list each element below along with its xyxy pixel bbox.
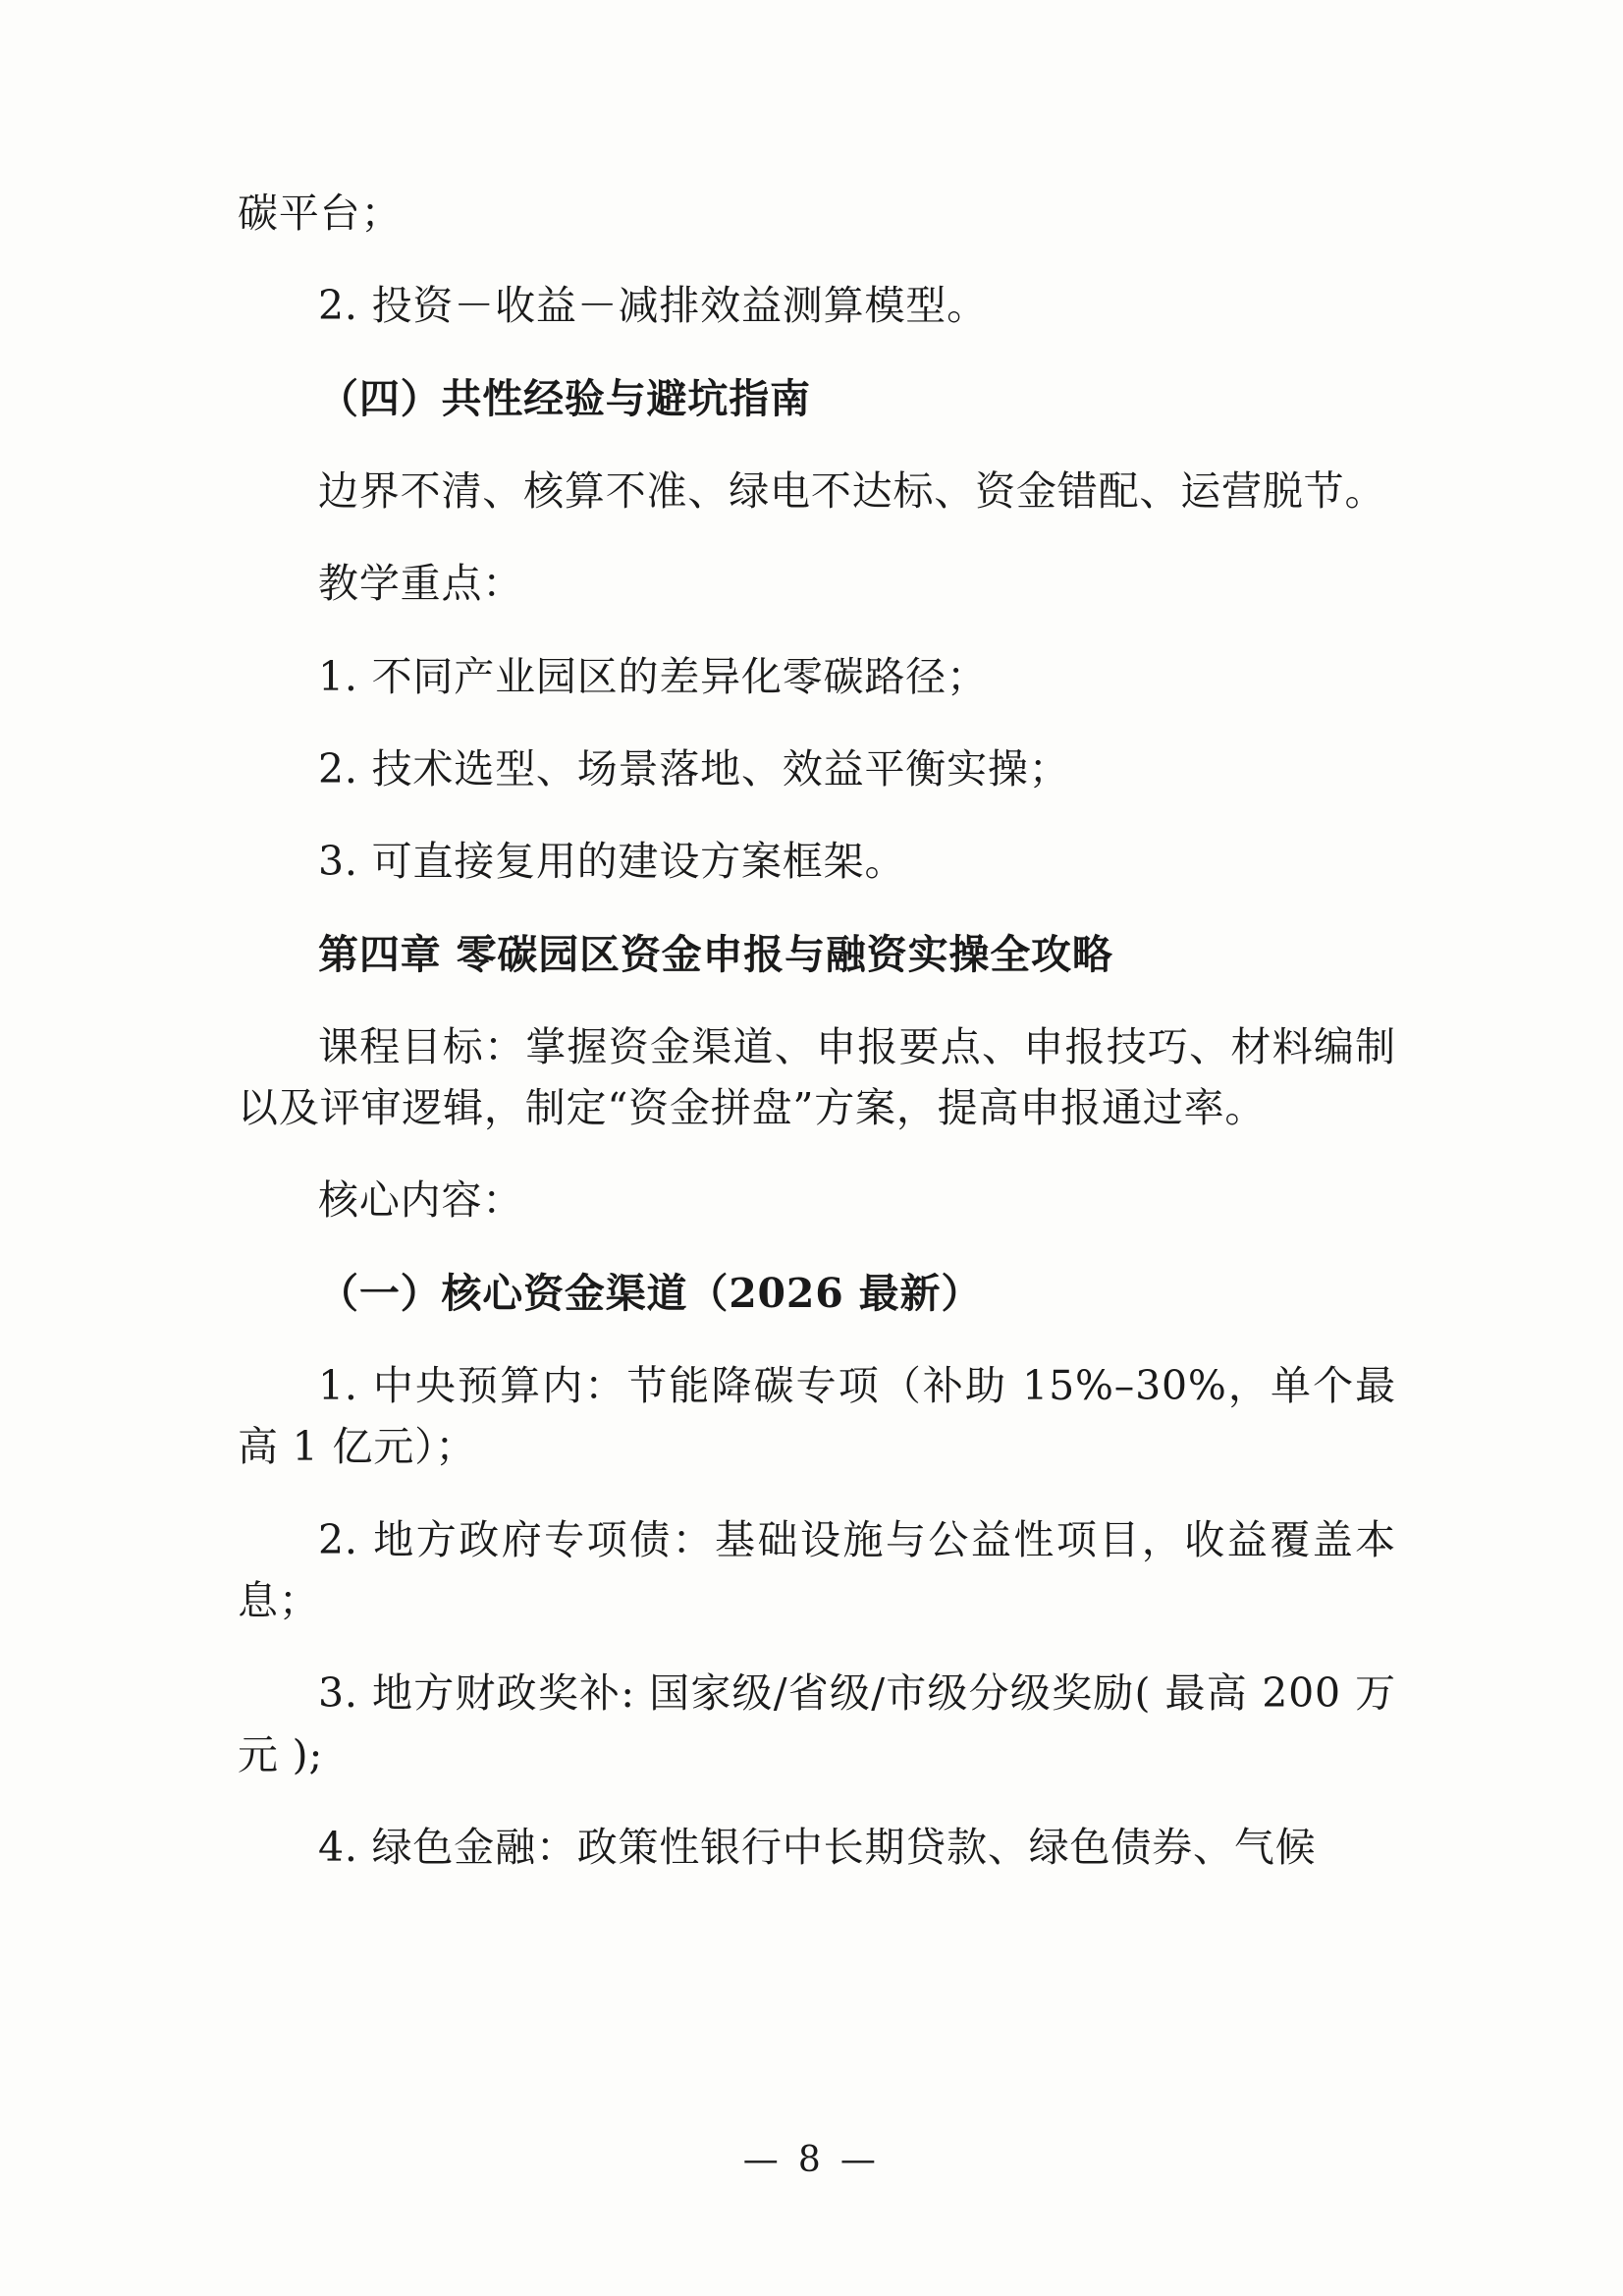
paragraph-funding-3-local-subsidy: 3. 地方财政奖补: 国家级/省级/市级分级奖励( 最高 200 万元 ); (238, 1669, 1396, 1778)
heading-chapter-four: 第四章 零碳园区资金申报与融资实操全攻略 (318, 930, 1113, 978)
paragraph-teaching-focus-2: 2. 技术选型、场景落地、效益平衡实操； (318, 744, 1070, 793)
paragraph-carbon-platform: 碳平台； (238, 190, 403, 237)
page-body (238, 183, 1396, 1909)
paragraph-teaching-focus-3: 3. 可直接复用的建设方案框架。 (318, 838, 906, 886)
heading-core-funding-channels: （一）核心资金渠道（2026 最新） (318, 1269, 983, 1317)
page-number: — 8 — (742, 2140, 881, 2180)
paragraph-funding-2-local-bonds: 2. 地方政府专项债：基础设施与公益性项目，收益覆盖本息； (238, 1515, 1396, 1624)
paragraph-teaching-focus-label: 教学重点： (318, 560, 524, 608)
paragraph-teaching-focus-1: 1. 不同产业园区的差异化零碳路径； (318, 652, 988, 700)
paragraph-funding-1-central-budget: 1. 中央预算内：节能降碳专项（补助 15%–30%，单个最高 1 亿元）； (238, 1362, 1396, 1471)
heading-section-four: （四）共性经验与避坑指南 (318, 374, 811, 422)
paragraph-core-content-label: 核心内容： (318, 1176, 524, 1225)
paragraph-funding-4-green-finance: 4. 绿色金融：政策性银行中长期贷款、绿色债券、气候 (318, 1823, 1317, 1871)
paragraph-course-objective: 课程目标：掌握资金渠道、申报要点、申报技巧、材料编制以及评审逻辑，制定“资金拼盘”方案，提高申报通过率。 (238, 1022, 1396, 1132)
paragraph-item-2-model: 2. 投资－收益－减排效益测算模型。 (318, 282, 988, 330)
paragraph-common-pitfalls: 边界不清、核算不准、绿电不达标、资金错配、运营脱节。 (318, 466, 1386, 515)
